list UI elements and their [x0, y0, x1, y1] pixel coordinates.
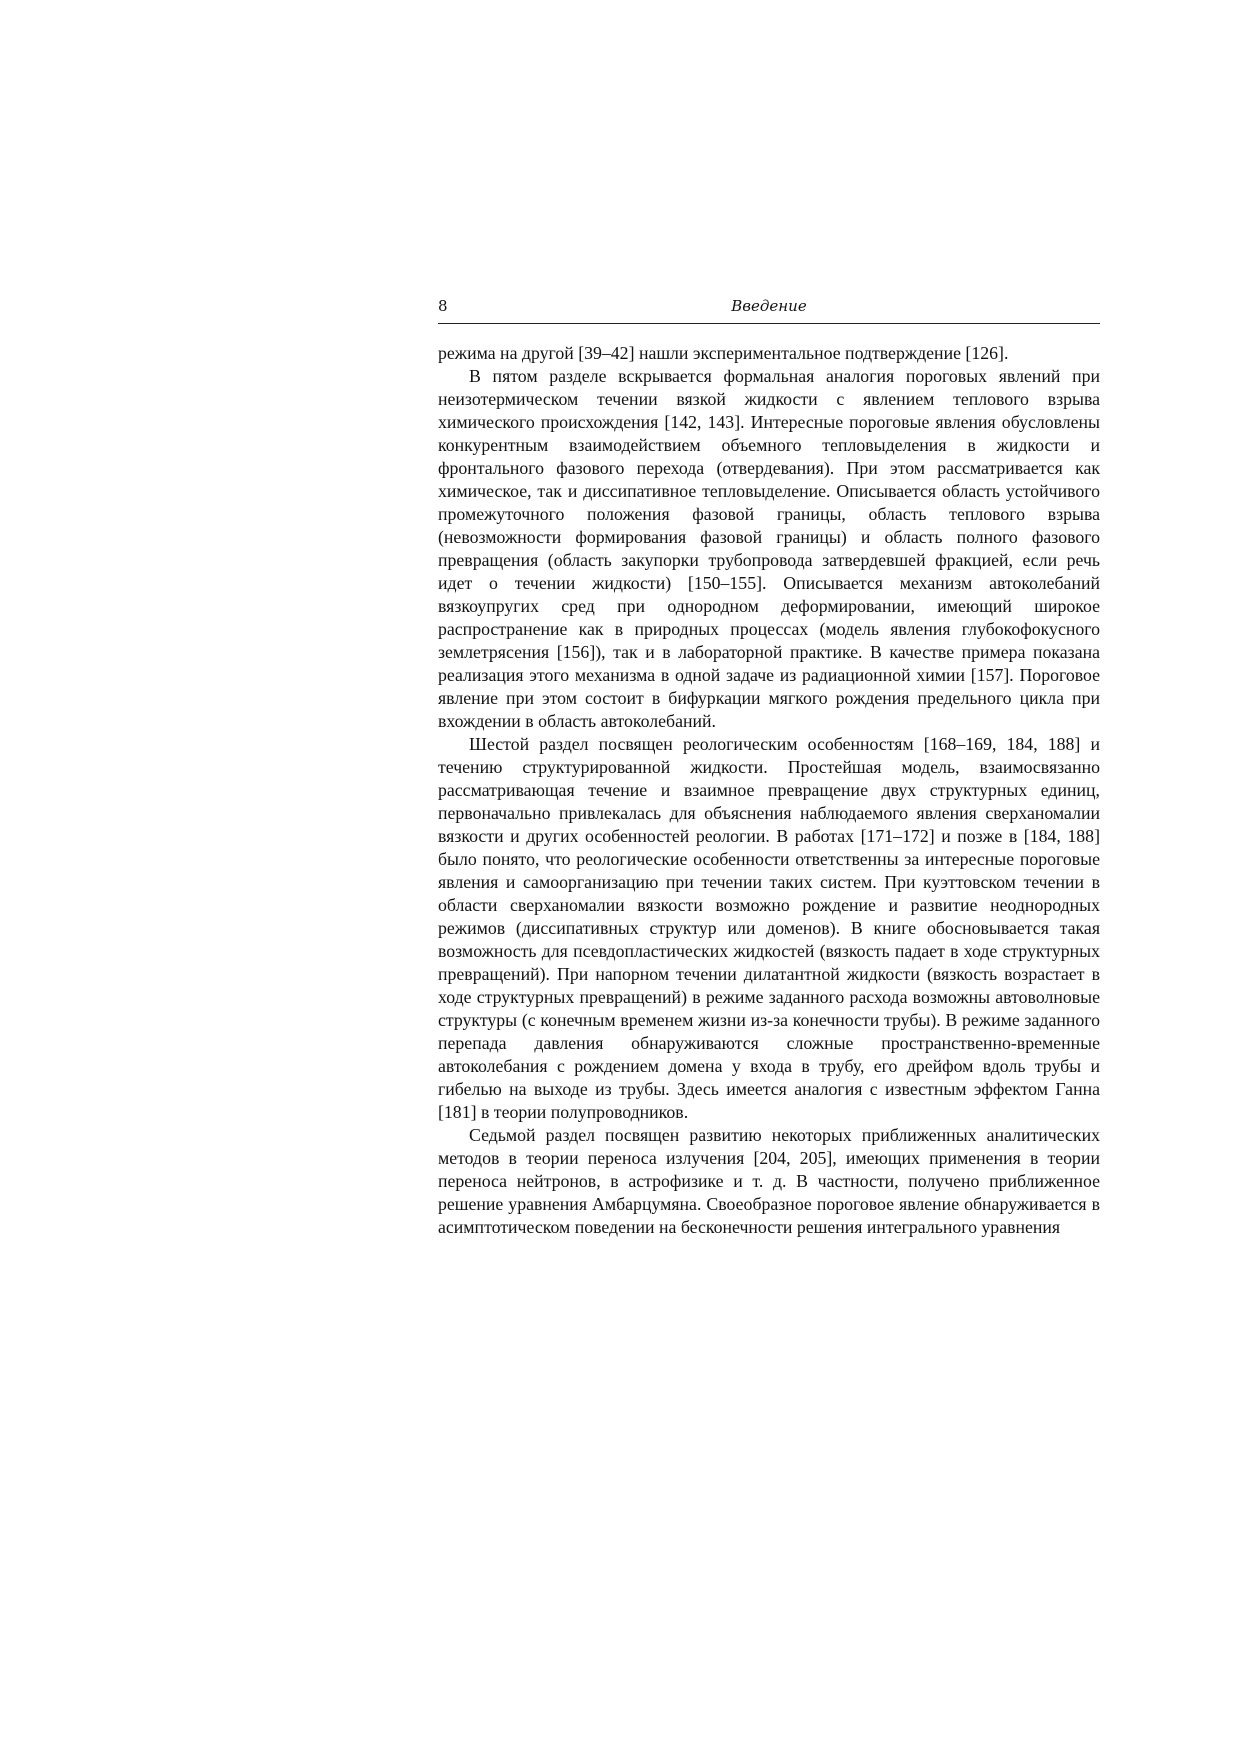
page-number: 8	[438, 297, 448, 315]
paragraph-4: Седьмой раздел посвящен развитию некоторых приближенных аналитических методов в теории переноса излучения [204, 205], имеющих применения в теории переноса нейтронов, в астрофизике и т. д. В частности, получено приближенное решение уравнения Амбарцумяна. Своеобразное пороговое явление обнаруживается в асимптотическом поведении на бесконечности решения интегрального уравнения	[438, 1125, 1100, 1237]
section-title: Введение	[731, 297, 807, 315]
book-page	[438, 297, 1100, 1239]
body-text	[438, 342, 1100, 1239]
running-header	[438, 297, 1100, 324]
paragraph-3: Шестой раздел посвящен реологическим особенностям [168–169, 184, 188] и течению структурированной жидкости. Простейшая модель, взаимосвязанно рассматривающая течение и взаимное превращение двух структурных единиц, первоначально привлекалась для объяснения наблюдаемого явления сверханомалии вязкости и других особенностей реологии. В работах [171–172] и позже в [184, 188] было понято, что реологические особенности ответственны за интересные пороговые явления и самоорганизацию при течении таких систем. При куэттовском течении в области сверханомалии вязкости возможно рождение и развитие неоднородных режимов (диссипативных структур или доменов). В книге обосновывается такая возможность для псевдопластических жидкостей (вязкость падает в ходе структурных превращений). При напорном течении дилатантной жидкости (вязкость возрастает в ходе структурных превращений) в режиме заданного расхода возможны автоволновые структуры (с конечным временем жизни из-за конечности трубы). В режиме заданного перепада давления обнаруживаются сложные пространственно-временные автоколебания с рождением домена у входа в трубу, его дрейфом вдоль трубы и гибелью на выходе из трубы. Здесь имеется аналогия с известным эффектом Ганна [181] в теории полупроводников.	[438, 734, 1100, 1122]
paragraph-2: В пятом разделе вскрывается формальная аналогия пороговых явлений при неизотермическом течении вязкой жидкости с явлением теплового взрыва химического происхождения [142, 143]. Интересные пороговые явления обусловлены конкурентным взаимодействием объемного тепловыделения в жидкости и фронтального фазового перехода (отвердевания). При этом рассматривается как химическое, так и диссипативное тепловыделение. Описывается область устойчивого промежуточного положения фазовой границы, область теплового взрыва (невозможности формирования фазовой границы) и область полного фазового превращения (область закупорки трубопровода затвердевшей фракцией, если речь идет о течении жидкости) [150–155]. Описывается механизм автоколебаний вязкоупругих сред при однородном деформировании, имеющий широкое распространение как в природных процессах (модель явления глубокофокусного землетрясения [156]), так и в лабораторной практике. В качестве примера показана реализация этого механизма в одной задаче из радиационной химии [157]. Пороговое явление при этом состоит в бифуркации мягкого рождения предельного цикла при вхождении в область автоколебаний.	[438, 366, 1100, 731]
paragraph-1: режима на другой [39–42] нашли экспериментальное подтверждение [126].	[438, 343, 1009, 363]
